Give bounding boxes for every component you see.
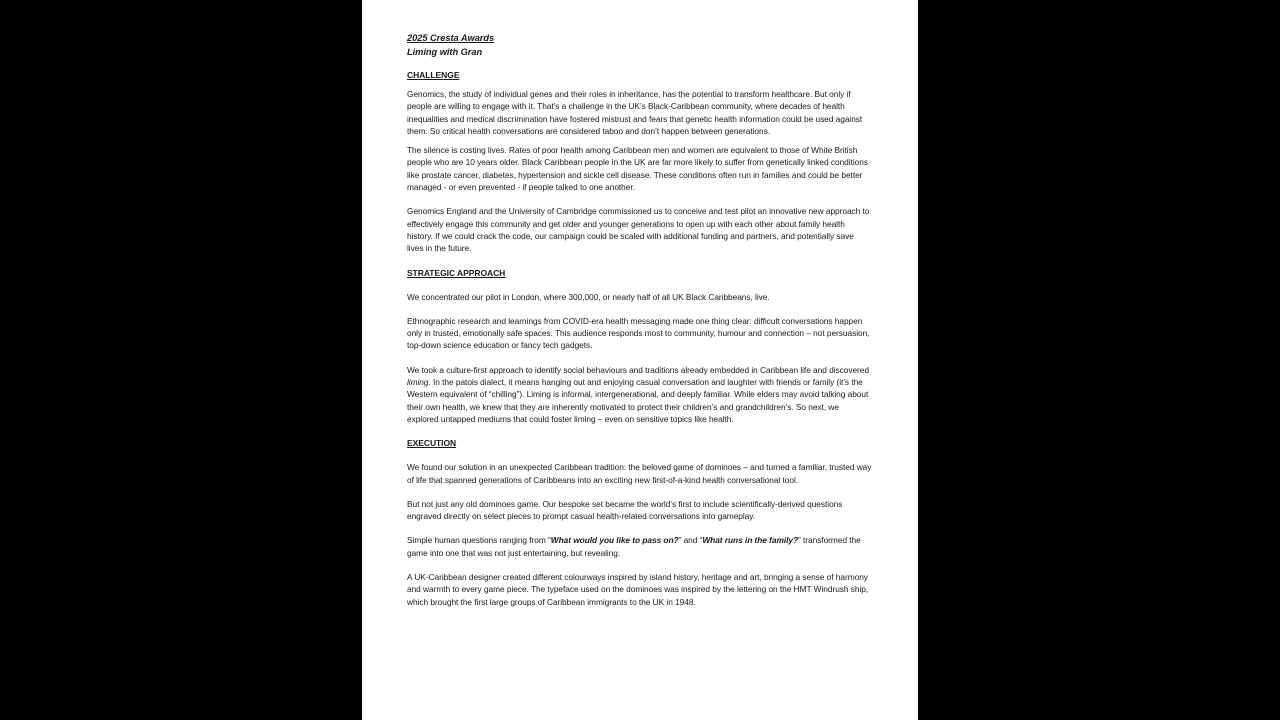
execution-p3-text-b: ” and “ [678, 535, 703, 546]
document-page [362, 0, 918, 720]
strategic-paragraph-3 [407, 364, 872, 425]
strategic-p3-text-b: . In the patois dialect, it means hanging out and enjoying casual conversation and laughter with friends or family (it’s the Western equivalent of “chilling”). Liming is informal, intergenerational, and deeply familiar. While elders may avoid talking about their own health, we knew that they are inherently motivated to protect their children’s and grandchildren’s. So next, we explored untapped mediums that could foster liming – even on sensitive topics like health. [407, 377, 869, 424]
execution-heading: EXECUTION [407, 438, 457, 449]
challenge-paragraph-3: Genomics England and the University of Cambridge commissioned us to conceive and test pilot an innovative new approach to effectively engage this community and get older and younger generations to open up with each other about family health history. If we could crack the code, our campaign could be scaled with additional funding and partners, and potentially save lives in the future. [407, 206, 870, 254]
challenge-paragraph-2: The silence is costing lives. Rates of poor health among Caribbean men and women are equivalent to those of White British people who are 10 years older. Black Caribbean people in the UK are far more likely to suffer from genetically linked conditions like prostate cancer, diabetes, hypertension and sickle cell disease. These conditions often run in families and could be better managed - or even prevented - if people talked to one another. [407, 145, 868, 193]
document-subtitle: Liming with Gran [407, 46, 483, 57]
strategic-approach-heading: STRATEGIC APPROACH [407, 267, 506, 278]
strategic-paragraph-1: We concentrated our pilot in London, where 300,000, or nearly half of all UK Black Caribbeans, live. [407, 291, 770, 302]
execution-paragraph-3 [407, 534, 872, 559]
question-runs-in-family: What runs in the family? [702, 535, 799, 546]
execution-p3-text-a: Simple human questions ranging from “ [407, 535, 551, 546]
challenge-heading: CHALLENGE [407, 70, 460, 80]
challenge-paragraph-1: Genomics, the study of individual genes and their roles in inheritance, has the potential to transform healthcare. But only if people are willing to engage with it. That’s a challenge in the UK’s Black-Caribbean community, where decades of health inequalities and medical discrimination have fostered mistrust and fears that genetic health information could be used against them. So critical health conversations are considered taboo and don’t happen between generations. [407, 89, 863, 136]
strategic-p3-text-a: We took a culture-first approach to identify social behaviours and traditions already embedded in Caribbean life and discovered [407, 364, 869, 375]
execution-paragraph-4: A UK-Caribbean designer created different colourways inspired by island history, heritage and art, bringing a sense of harmony and warmth to every game piece. The typeface used on the dominoes was inspired by the lettering on the HMT Windrush ship, which brought the first large groups of Caribbean immigrants to the UK in 1948. [407, 572, 869, 607]
execution-paragraph-1: We found our solution in an unexpected Caribbean tradition: the beloved game of dominoes – and turned a familiar, trusted way of life that spanned generations of Caribbeans into an exciting new first-of-a-kind health conversational tool. [407, 462, 872, 485]
document-title: 2025 Cresta Awards [407, 33, 495, 43]
strategic-paragraph-2: Ethnographic research and learnings from COVID-era health messaging made one thing clear: difficult conversations happen only in trusted, emotionally safe spaces. This audience responds most to community, humour and connection – not persuasion, top-down science education or fancy tech gadgets. [407, 315, 870, 351]
liming-term: liming [407, 377, 429, 388]
execution-p3-text-c: ” transformed the game into one that was not just entertaining, but revealing. [407, 535, 861, 558]
execution-paragraph-2: But not just any old dominoes game. Our bespoke set became the world’s first to include scientifically-derived questions engraved directly on select pieces to prompt casual health-related conversations into gameplay. [407, 498, 843, 522]
question-pass-on: What would you like to pass on? [550, 535, 679, 546]
